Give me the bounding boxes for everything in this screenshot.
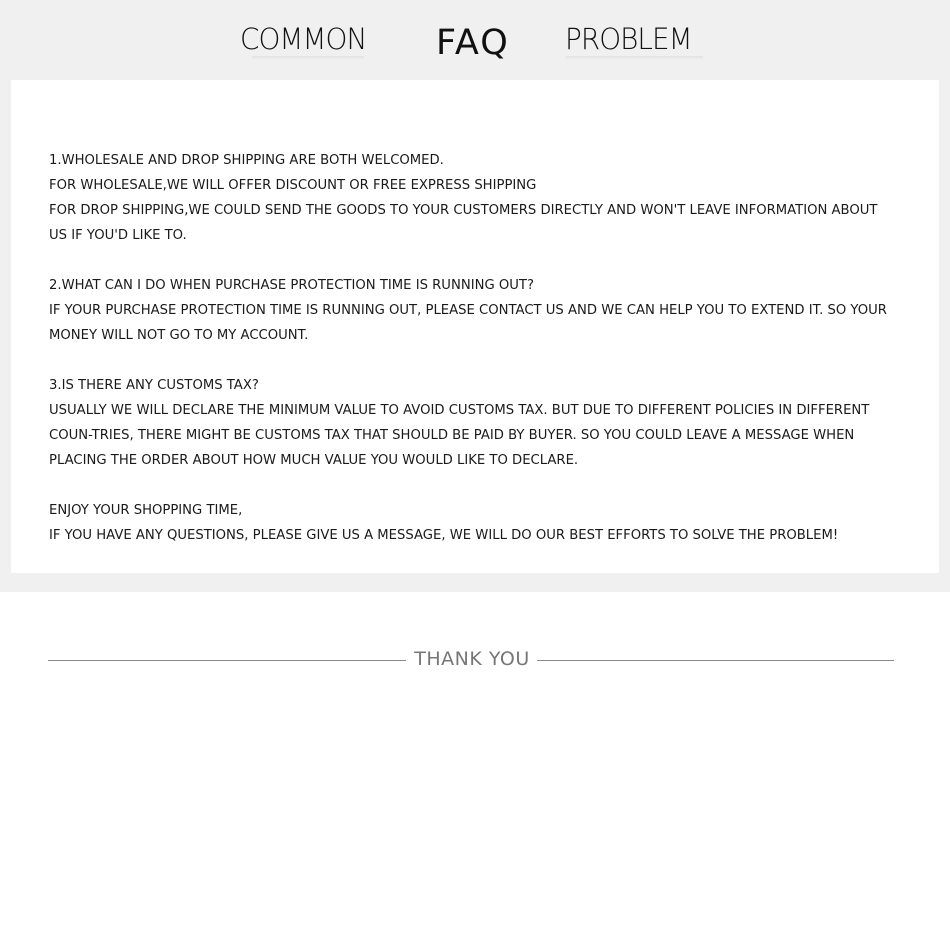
faq-header — [0, 0, 950, 80]
faq-answer-line: FOR WHOLESALE,WE WILL OFFER DISCOUNT OR FREE EXPRESS SHIPPING — [49, 178, 537, 193]
closing-line: IF YOU HAVE ANY QUESTIONS, PLEASE GIVE US A MESSAGE, WE WILL DO OUR BEST EFFORTS TO SOLVE THE PROBLEM! — [49, 528, 839, 543]
faq-section — [49, 148, 889, 248]
faq-section — [49, 273, 889, 348]
faq-section — [49, 373, 889, 473]
thank-you-label: THANK YOU — [414, 648, 530, 670]
faq-question: 2.WHAT CAN I DO WHEN PURCHASE PROTECTION TIME IS RUNNING OUT? — [49, 278, 534, 293]
header-word-common: COMMON — [240, 22, 367, 56]
header-reflection — [565, 56, 703, 60]
thanks-divider-right — [537, 660, 894, 661]
faq-section — [49, 498, 889, 548]
faq-answer-line: FOR DROP SHIPPING,WE COULD SEND THE GOODS TO YOUR CUSTOMERS DIRECTLY AND WON'T LEAVE INFORMATION ABOUT US IF YOU'D LIKE TO. — [49, 203, 878, 243]
faq-question: 1.WHOLESALE AND DROP SHIPPING ARE BOTH WELCOMED. — [49, 153, 444, 168]
thanks-divider-left — [48, 660, 406, 661]
faq-body — [49, 148, 889, 548]
header-word-faq: FAQ — [436, 23, 510, 63]
faq-answer-line: USUALLY WE WILL DECLARE THE MINIMUM VALUE TO AVOID CUSTOMS TAX. BUT DUE TO DIFFERENT POLICIES IN DIFFERENT COUN-TRIES, THERE MIGHT BE CUSTOMS TAX THAT SHOULD BE PAID BY BUYER. SO YOU COULD LEAVE A MESSAGE WHEN PLACING THE ORDER ABOUT HOW MUCH VALUE YOU WOULD LIKE TO DECLARE. — [49, 403, 870, 468]
closing-line: ENJOY YOUR SHOPPING TIME, — [49, 503, 243, 518]
header-reflection — [252, 56, 364, 60]
header-word-problem: PROBLEM — [565, 22, 692, 56]
faq-question: 3.IS THERE ANY CUSTOMS TAX? — [49, 378, 259, 393]
faq-answer-line: IF YOUR PURCHASE PROTECTION TIME IS RUNNING OUT, PLEASE CONTACT US AND WE CAN HELP YOU TO EXTEND IT. SO YOUR MONEY WILL NOT GO TO MY ACCOUNT. — [49, 303, 887, 343]
